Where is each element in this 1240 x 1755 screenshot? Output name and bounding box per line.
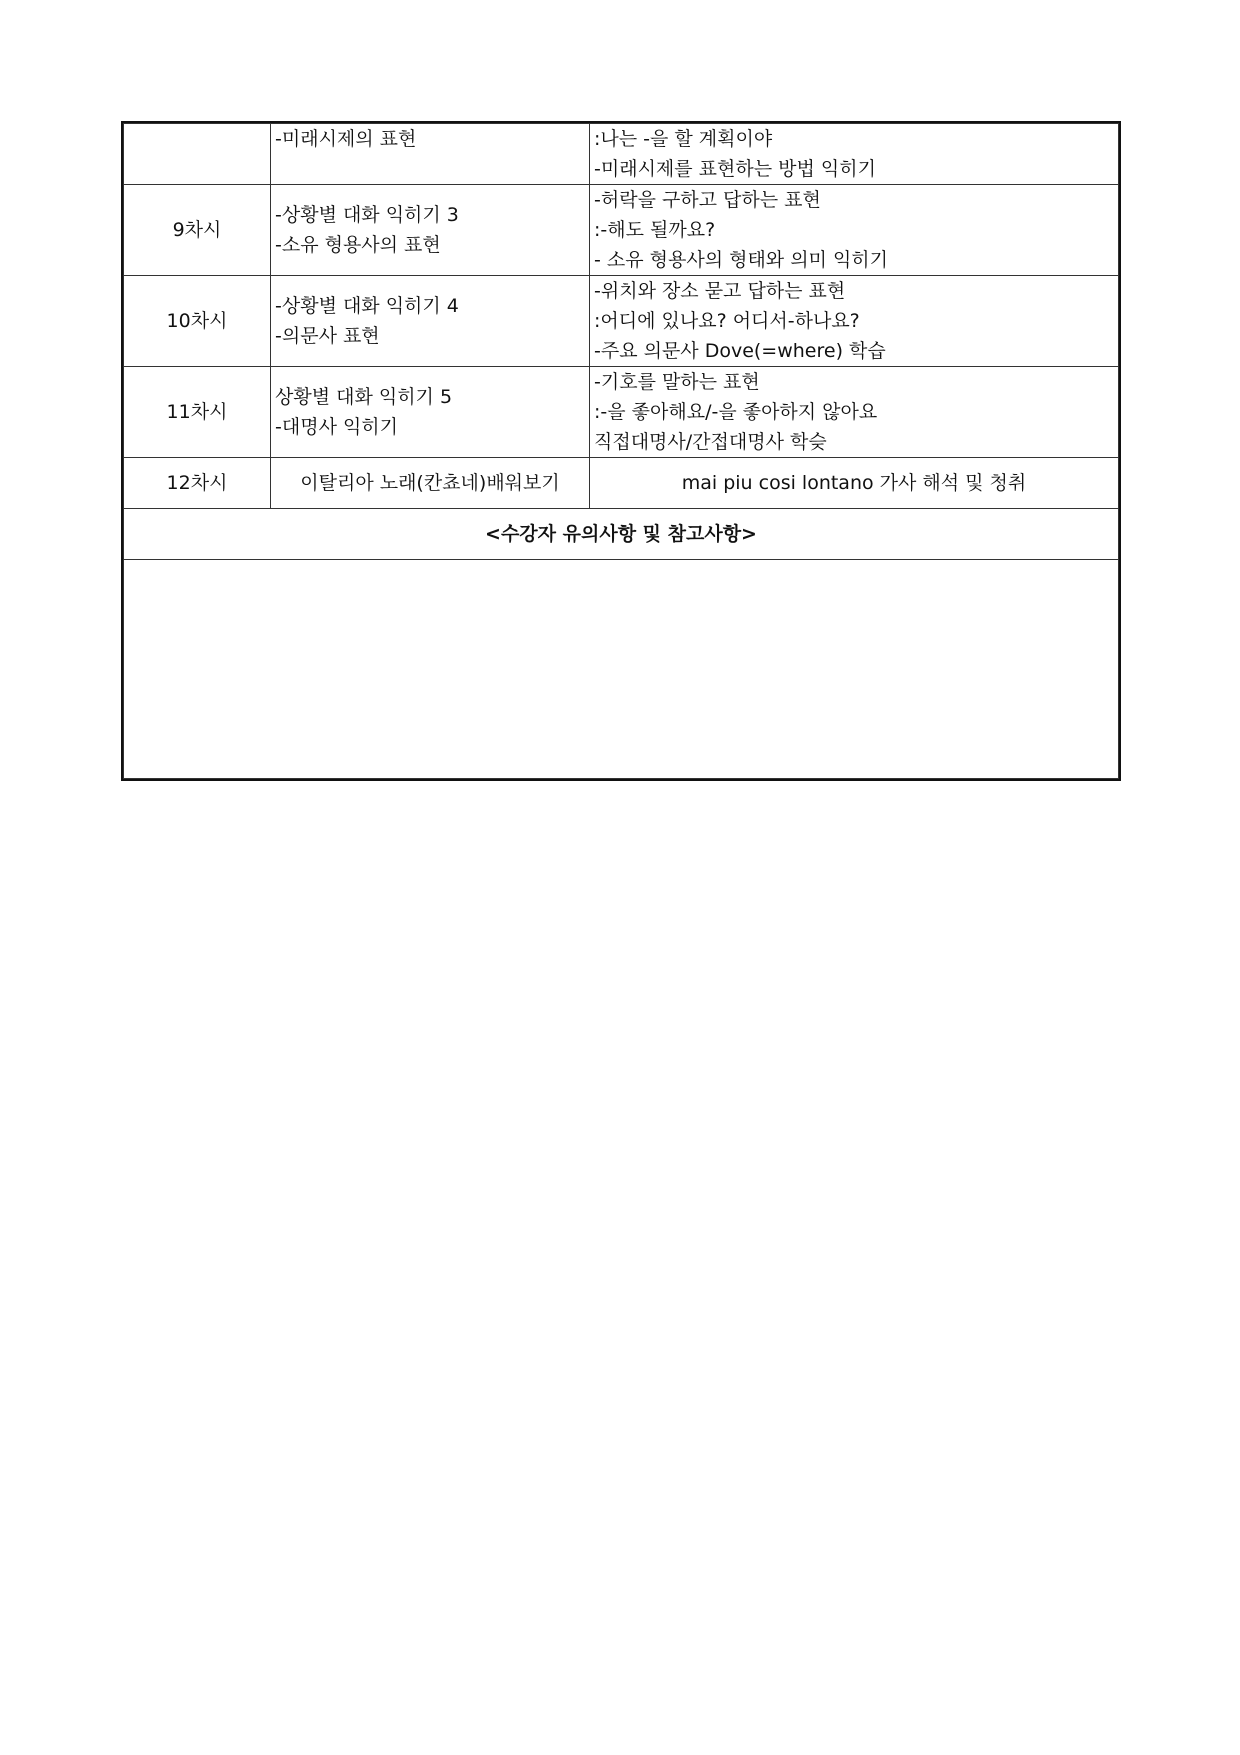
table-row [124, 124, 1119, 185]
topic-line: -의문사 표현 [275, 325, 380, 347]
topic-line: -상황별 대화 익히기 4 [275, 295, 459, 317]
table-row [124, 276, 1119, 367]
session-cell: 9차시 [124, 185, 271, 276]
detail-line: - 소유 형용사의 형태와 의미 익히기 [594, 249, 889, 271]
detail-cell [590, 124, 1119, 185]
session-cell: 10차시 [124, 276, 271, 367]
table-row [124, 458, 1119, 509]
table-row [124, 367, 1119, 458]
detail-cell [590, 276, 1119, 367]
topic-line: -미래시제의 표현 [275, 128, 417, 150]
syllabus-table [123, 123, 1119, 779]
notes-header: <수강자 유의사항 및 참고사항> [124, 509, 1119, 560]
detail-line: -미래시제를 표현하는 방법 익히기 [594, 158, 876, 180]
topic-line: -소유 형용사의 표현 [275, 234, 441, 256]
notes-body [124, 560, 1119, 779]
detail-line: :-해도 될까요? [594, 219, 716, 241]
detail-line: -주요 의문사 Dove(=where) 학습 [594, 340, 886, 362]
detail-line: -허락을 구하고 답하는 표현 [594, 189, 821, 211]
notes-header-row [124, 509, 1119, 560]
syllabus-sheet [121, 121, 1121, 781]
topic-cell: 이탈리아 노래(칸쵸네)배워보기 [271, 458, 590, 509]
detail-line: 직접대명사/간접대명사 학슺 [594, 431, 827, 453]
detail-line: :-을 좋아해요/-을 좋아하지 않아요 [594, 401, 878, 423]
topic-cell [271, 276, 590, 367]
topic-line: -대명사 익히기 [275, 416, 399, 438]
detail-cell [590, 185, 1119, 276]
topic-cell [271, 185, 590, 276]
notes-body-row [124, 560, 1119, 779]
detail-line: :나는 -을 할 계획이야 [594, 128, 773, 150]
topic-cell [271, 124, 590, 185]
session-cell: 11차시 [124, 367, 271, 458]
detail-cell [590, 367, 1119, 458]
detail-line: -위치와 장소 묻고 답하는 표현 [594, 280, 846, 302]
detail-cell: mai piu cosi lontano 가사 해석 및 청취 [590, 458, 1119, 509]
table-row [124, 185, 1119, 276]
detail-line: -기호를 말하는 표현 [594, 371, 760, 393]
session-cell [124, 124, 271, 185]
session-cell: 12차시 [124, 458, 271, 509]
detail-line: :어디에 있나요? 어디서-하나요? [594, 310, 860, 332]
topic-line: -상황별 대화 익히기 3 [275, 204, 459, 226]
topic-cell [271, 367, 590, 458]
topic-line: 상황별 대화 익히기 5 [275, 386, 453, 408]
